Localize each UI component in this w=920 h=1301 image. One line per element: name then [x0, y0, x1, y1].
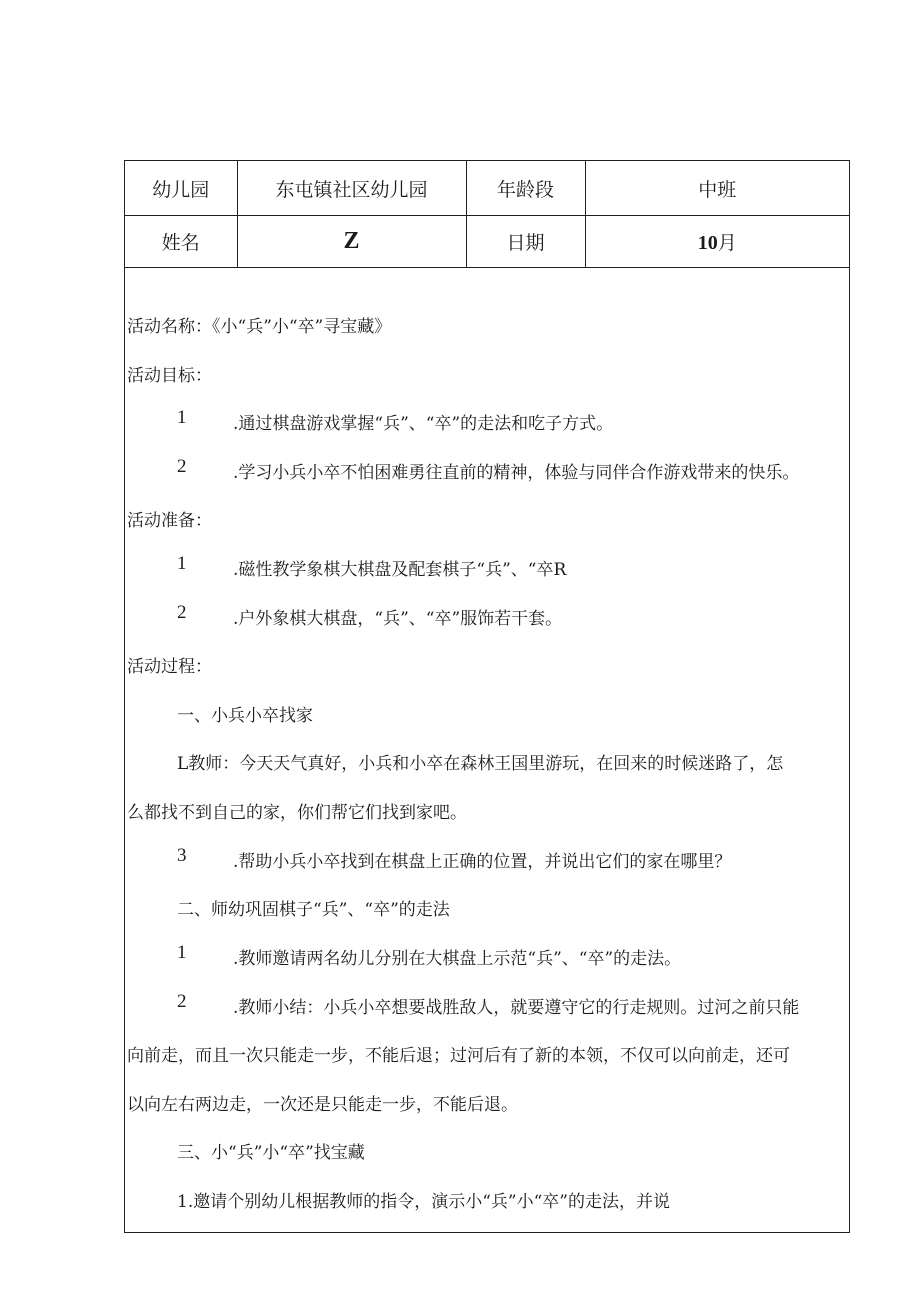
goal-1-text: .通过棋盘游戏掌握“兵”、“卒”的走法和吃子方式。 — [233, 414, 614, 434]
section-2-continuation-line-2: 以向左右两边走，一次还是只能走一步，不能后退。 — [127, 1095, 518, 1115]
section-2-item-2-number: 2 — [177, 991, 187, 1012]
date-month-number: 10 — [697, 232, 718, 254]
age-group-label: 年龄段 — [466, 161, 585, 216]
info-table — [125, 161, 849, 268]
prep-title: 活动准备： — [127, 511, 212, 531]
prep-2-text: .户外象棋大棋盘，“兵”、“卒”服饰若干套。 — [233, 609, 563, 629]
section-1-paragraph-line-2: 么都找不到自己的家，你们帮它们找到家吧。 — [127, 803, 467, 823]
section-3-item-1: 1.邀请个别幼儿根据教师的指令，演示小“兵”小“卒”的走法，并说 — [177, 1192, 670, 1212]
kindergarten-label: 幼儿园 — [125, 161, 237, 216]
process-title: 活动过程： — [127, 657, 212, 677]
section-1-item-3-text: .帮助小兵小卒找到在棋盘上正确的位置，并说出它们的家在哪里？ — [233, 852, 732, 872]
section-2-item-1-number: 1 — [177, 942, 187, 963]
prep-2-number: 2 — [177, 602, 187, 623]
section-1-item-3-number: 3 — [177, 845, 187, 866]
section-2-item-1-text: .教师邀请两名幼儿分别在大棋盘上示范“兵”、“卒”的走法。 — [233, 949, 682, 969]
name-value — [237, 216, 466, 268]
prep-1-text: .磁性教学象棋大棋盘及配套棋子“兵”、“卒R — [233, 560, 567, 580]
name-value-text: Z — [343, 228, 360, 254]
section-2-continuation-line-1: 向前走，而且一次只能走一步，不能后退；过河后有了新的本领，不仅可以向前走，还可 — [127, 1046, 790, 1066]
lesson-plan-document — [124, 160, 850, 1233]
date-label: 日期 — [466, 216, 585, 268]
prep-1-number: 1 — [177, 553, 187, 574]
section-1-paragraph-line-1: L教师：今天天气真好，小兵和小卒在森林王国里游玩，在回来的时候迷路了，怎 — [177, 754, 784, 774]
goal-2-number: 2 — [177, 456, 187, 477]
section-3-title: 三、小“兵”小“卒”找宝藏 — [177, 1143, 365, 1163]
activity-name: 活动名称：《小“兵”小“卒”寻宝藏》 — [127, 317, 392, 337]
kindergarten-value: 东屯镇社区幼儿园 — [237, 161, 466, 216]
section-1-title: 一、小兵小卒找家 — [177, 706, 313, 726]
section-2-item-2-text: .教师小结：小兵小卒想要战胜敌人，就要遵守它的行走规则。过河之前只能 — [233, 998, 800, 1018]
age-group-value: 中班 — [585, 161, 849, 216]
section-2-title: 二、师幼巩固棋子“兵”、“卒”的走法 — [177, 900, 450, 920]
goal-2-text: .学习小兵小卒不怕困难勇往直前的精神，体验与同伴合作游戏带来的快乐。 — [233, 463, 800, 483]
goal-1-number: 1 — [177, 407, 187, 428]
date-value — [585, 216, 849, 268]
goals-title: 活动目标： — [127, 366, 212, 386]
name-label: 姓名 — [125, 216, 237, 268]
date-month-unit: 月 — [717, 232, 737, 254]
